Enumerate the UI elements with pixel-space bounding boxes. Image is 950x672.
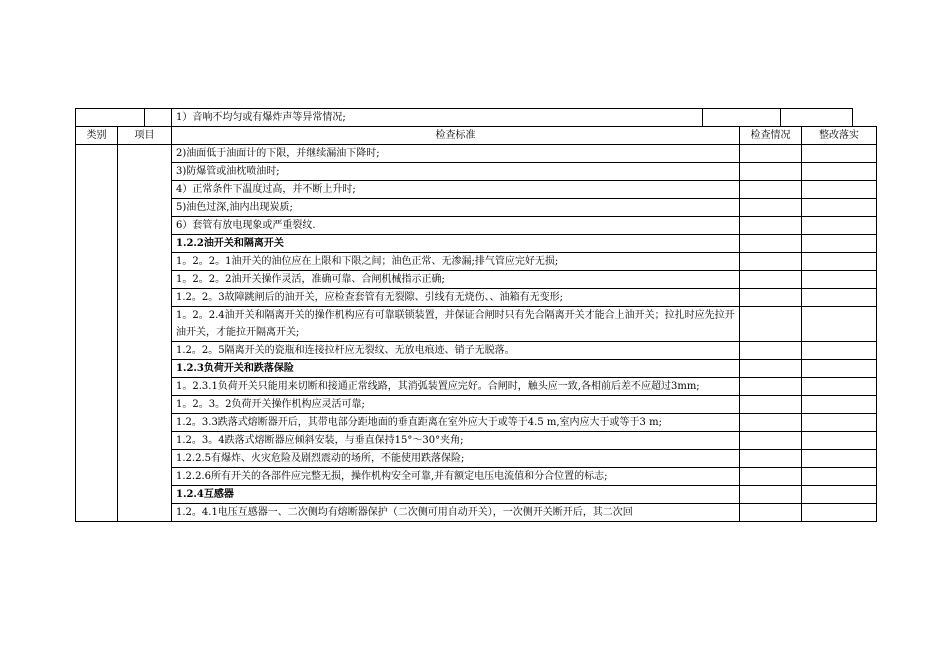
- status-cell: [740, 504, 802, 522]
- status-cell: [740, 396, 802, 414]
- continuation-fragment-table: [75, 108, 926, 127]
- rectification-cell: [802, 253, 877, 271]
- standard-cell: 2)油面低于油面计的下限，并继续漏油下降时;: [172, 145, 740, 163]
- table-row: [76, 271, 877, 289]
- standard-cell: 4）正常条件下温度过高，并不断上升时;: [172, 181, 740, 199]
- status-cell: [740, 432, 802, 450]
- status-cell: [740, 360, 802, 378]
- fragment-empty-cell: [781, 109, 853, 127]
- header-standard: 检查标准: [172, 127, 740, 145]
- table-row: [76, 432, 877, 450]
- table-row: [76, 396, 877, 414]
- fragment-empty-cell: [853, 109, 926, 127]
- rectification-cell: [802, 378, 877, 396]
- fragment-empty-cell: [703, 109, 781, 127]
- table-row: [76, 253, 877, 271]
- rectification-cell: [802, 217, 877, 235]
- status-cell: [740, 271, 802, 289]
- standard-cell: 1.2.2.6所有开关的各部件应完整无损，操作机构安全可靠,并有额定电压电流值和分合位置的标志;: [172, 468, 740, 486]
- status-cell: [740, 289, 802, 307]
- status-cell: [740, 181, 802, 199]
- status-cell: [740, 378, 802, 396]
- standard-cell: 1.2。3。4跌落式熔断器应倾斜安装，与垂直保持15°～30°夹角;: [172, 432, 740, 450]
- rectification-cell: [802, 486, 877, 504]
- rectification-cell: [802, 360, 877, 378]
- table-row: [76, 289, 877, 307]
- item-cell: [118, 145, 172, 522]
- table-row: [76, 145, 877, 163]
- status-cell: [740, 486, 802, 504]
- status-cell: [740, 199, 802, 217]
- table-row: [76, 450, 877, 468]
- header-category: 类别: [76, 127, 118, 145]
- rectification-cell: [802, 396, 877, 414]
- rectification-cell: [802, 468, 877, 486]
- rectification-cell: [802, 307, 877, 342]
- standard-cell: 6）套管有放电现象或严重裂纹.: [172, 217, 740, 235]
- header-status: 检查情况: [740, 127, 802, 145]
- section-heading-cell: 1.2.3负荷开关和跌落保险: [172, 360, 740, 378]
- table-row: [76, 217, 877, 235]
- table-row: [76, 307, 877, 342]
- header-rectification: 整改落实: [802, 127, 877, 145]
- status-cell: [740, 145, 802, 163]
- section-heading-cell: 1.2.4互感器: [172, 486, 740, 504]
- standard-cell: 1。2。3。2负荷开关操作机构应灵活可靠;: [172, 396, 740, 414]
- fragment-empty-cell: [76, 109, 145, 127]
- rectification-cell: [802, 235, 877, 253]
- standard-cell: 1.2。3.3跌落式熔断器开后，其带电部分距地面的垂直距离在室外应大于或等于4.5 m,室内应大于或等于3 m;: [172, 414, 740, 432]
- table-row: [76, 163, 877, 181]
- section-heading-cell: 1.2.2油开关和隔离开关: [172, 235, 740, 253]
- rectification-cell: [802, 181, 877, 199]
- fragment-row: [76, 109, 926, 127]
- standard-cell: 1.2。2。5隔离开关的瓷瓶和连接拉杆应无裂纹、无放电痕迹、销子无脱落。: [172, 342, 740, 360]
- status-cell: [740, 163, 802, 181]
- category-cell: [76, 145, 118, 522]
- table-row: [76, 504, 877, 522]
- table-body: [76, 145, 877, 522]
- table-row: [76, 235, 877, 253]
- standard-cell: 1.2。4.1电压互感器一、二次侧均有熔断器保护（二次侧可用自动开关），一次侧开关断开后，其二次回: [172, 504, 740, 522]
- status-cell: [740, 307, 802, 342]
- standard-cell: 1。2。2.4油开关和隔离开关的操作机构应有可靠联锁装置，并保证合闸时只有先合隔离开关才能合上油开关；拉扎时应先拉开油开关，才能拉开隔离开关;: [172, 307, 740, 342]
- status-cell: [740, 253, 802, 271]
- fragment-empty-cell: [145, 109, 172, 127]
- status-cell: [740, 414, 802, 432]
- table-row: [76, 181, 877, 199]
- table-row: [76, 468, 877, 486]
- rectification-cell: [802, 342, 877, 360]
- status-cell: [740, 235, 802, 253]
- rectification-cell: [802, 450, 877, 468]
- inspection-standards-table: [75, 126, 877, 522]
- rectification-cell: [802, 163, 877, 181]
- table-row: [76, 199, 877, 217]
- table-row: [76, 360, 877, 378]
- table-row: [76, 378, 877, 396]
- standard-cell: 1。2。2。1油开关的油位应在上限和下限之间；油色正常、无渗漏;排气管应完好无损;: [172, 253, 740, 271]
- standard-cell: 3)防爆管或油枕喷油时;: [172, 163, 740, 181]
- table-row: [76, 342, 877, 360]
- rectification-cell: [802, 289, 877, 307]
- standard-cell: 5)油色过深,油内出现炭质;: [172, 199, 740, 217]
- rectification-cell: [802, 414, 877, 432]
- rectification-cell: [802, 145, 877, 163]
- standard-cell: 1.2.2.5有爆炸、火灾危险及剧烈震动的场所，不能使用跌落保险;: [172, 450, 740, 468]
- status-cell: [740, 342, 802, 360]
- standard-cell: 1。2。2。2油开关操作灵活，准确可靠、合闸机械指示正确;: [172, 271, 740, 289]
- table-header-row: [76, 127, 877, 145]
- table-row: [76, 414, 877, 432]
- rectification-cell: [802, 271, 877, 289]
- rectification-cell: [802, 199, 877, 217]
- standard-cell: 1.2。2。3故障跳闸后的油开关，应检查套管有无裂隙、引线有无烧伤、、油箱有无变形;: [172, 289, 740, 307]
- header-item: 项目: [118, 127, 172, 145]
- standard-cell: 1。2.3.1负荷开关只能用来切断和接通正常线路，其消弧装置应完好。合闸时，触头应一致,各相前后差不应超过3mm;: [172, 378, 740, 396]
- status-cell: [740, 468, 802, 486]
- status-cell: [740, 217, 802, 235]
- fragment-text-cell: 1）音响不均匀或有爆炸声等异常情况;: [172, 109, 703, 127]
- table-row: [76, 486, 877, 504]
- rectification-cell: [802, 432, 877, 450]
- rectification-cell: [802, 504, 877, 522]
- status-cell: [740, 450, 802, 468]
